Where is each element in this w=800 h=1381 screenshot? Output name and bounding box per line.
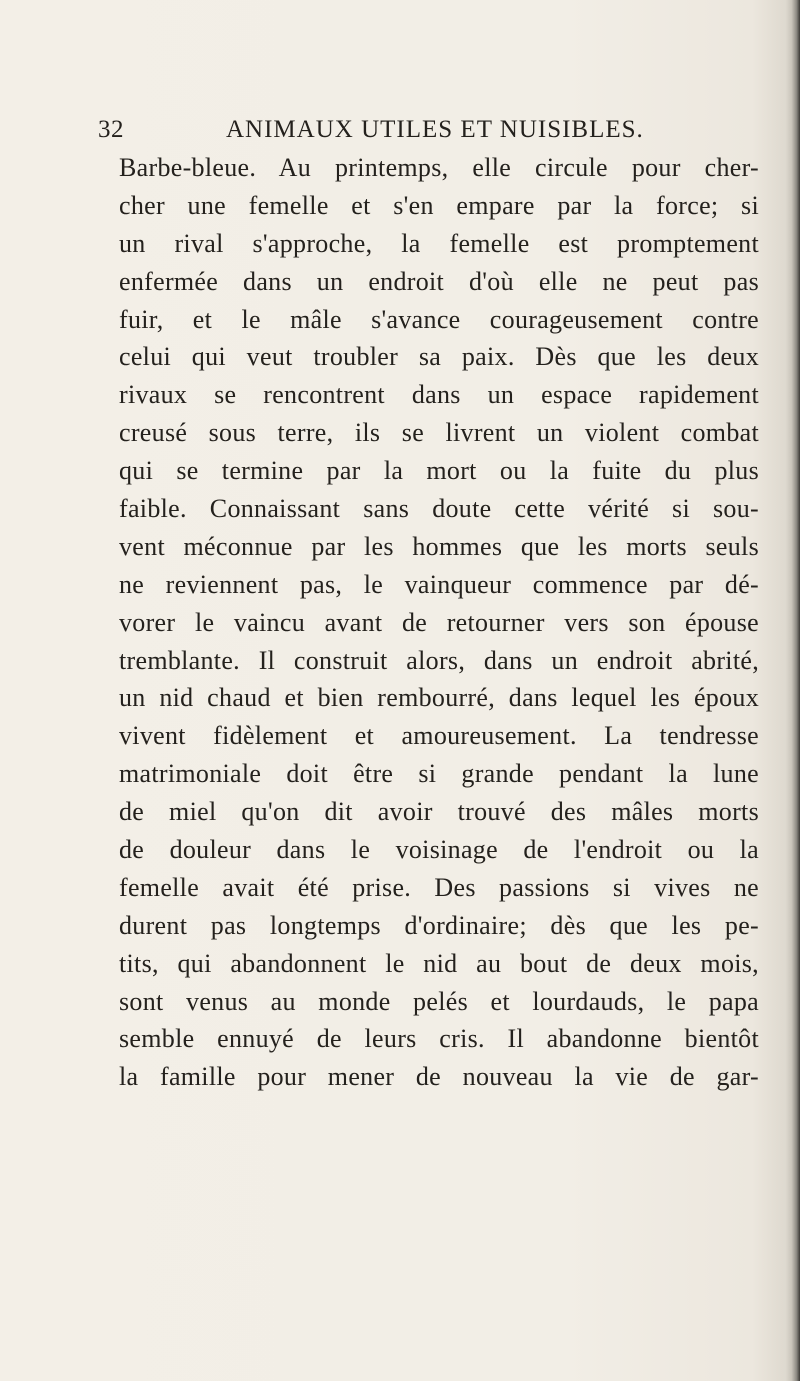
- text-line: Barbe-bleue. Au printemps, elle circule pour cher-: [119, 153, 759, 182]
- text-line: cher une femelle et s'en empare par la force; si: [119, 190, 759, 220]
- text-line: qui se termine par la mort ou la fuite du plus: [119, 456, 759, 486]
- text-line: matrimoniale doit être si grande pendant la lune: [119, 759, 759, 789]
- text-line: la famille pour mener de nouveau la vie de gar-: [119, 1062, 759, 1092]
- text-line: durent pas longtemps d'ordinaire; dès que les pe-: [119, 910, 759, 940]
- text-line: enfermée dans un endroit d'où elle ne peut pas: [119, 266, 759, 296]
- text-line: vent méconnue par les hommes que les morts seuls: [119, 531, 759, 561]
- text-line: tits, qui abandonnent le nid au bout de deux mois,: [119, 948, 759, 978]
- page-number: 32: [98, 116, 124, 143]
- text-line: de miel qu'on dit avoir trouvé des mâles morts: [119, 797, 759, 827]
- text-line: faible. Connaissant sans doute cette vérité si sou-: [119, 494, 759, 524]
- text-line: de douleur dans le voisinage de l'endroit ou la: [119, 835, 759, 865]
- text-line: vivent fidèlement et amoureusement. La tendresse: [119, 721, 759, 751]
- text-line: celui qui veut troubler sa paix. Dès que les deux: [119, 342, 759, 372]
- text-line: fuir, et le mâle s'avance courageusement contre: [119, 304, 759, 334]
- body-text: [119, 149, 759, 1096]
- text-line: vorer le vaincu avant de retourner vers son épouse: [119, 607, 759, 637]
- running-header: [98, 116, 658, 152]
- running-title: ANIMAUX UTILES ET NUISIBLES.: [226, 116, 644, 143]
- text-line: semble ennuyé de leurs cris. Il abandonne bientôt: [119, 1024, 759, 1054]
- text-line: femelle avait été prise. Des passions si vives ne: [119, 872, 759, 902]
- text-line: tremblante. Il construit alors, dans un endroit abrité,: [119, 645, 759, 675]
- text-line: rivaux se rencontrent dans un espace rapidement: [119, 380, 759, 410]
- text-line: un rival s'approche, la femelle est promptement: [119, 228, 759, 258]
- text-line: ne reviennent pas, le vainqueur commence par dé-: [119, 569, 759, 599]
- text-line: un nid chaud et bien rembourré, dans lequel les époux: [119, 683, 759, 713]
- text-line: sont venus au monde pelés et lourdauds, le papa: [119, 986, 759, 1016]
- page-edge-shadow: [786, 0, 800, 1381]
- text-line: creusé sous terre, ils se livrent un violent combat: [119, 418, 759, 448]
